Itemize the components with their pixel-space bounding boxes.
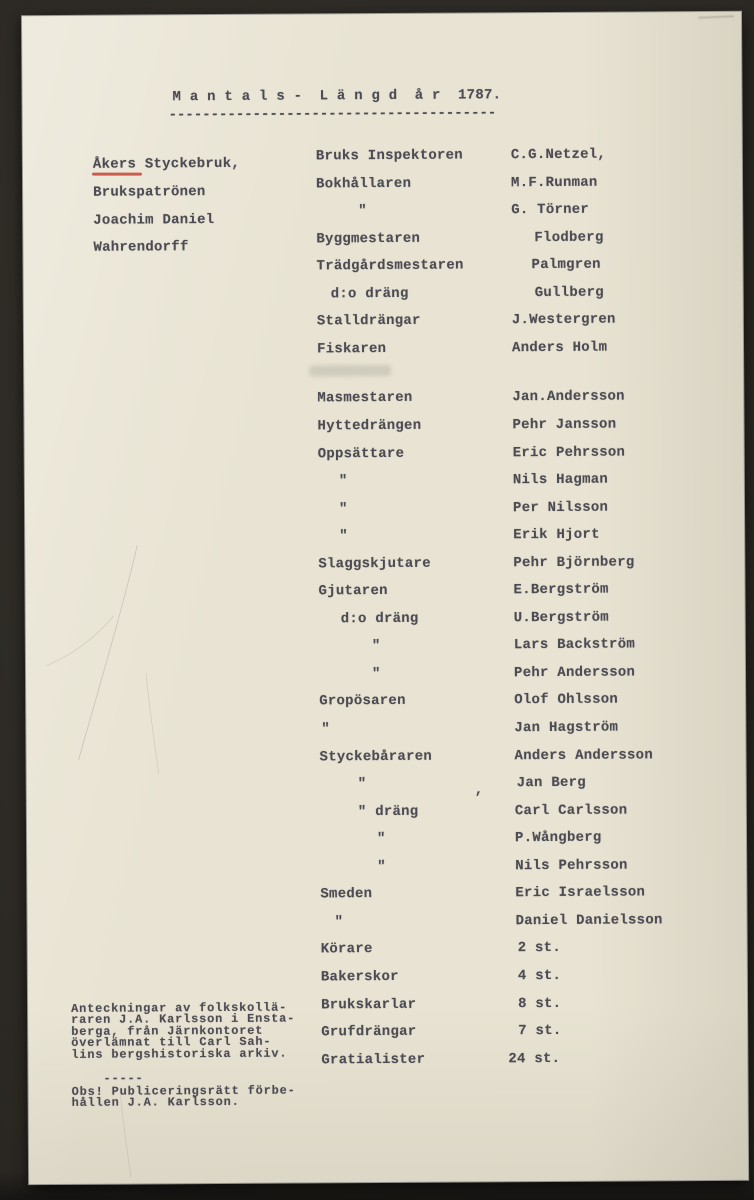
occupation-cell: Byggmestaren [316, 230, 421, 248]
person-cell: Lars Backström [513, 636, 636, 654]
occupation-cell: Fiskaren [316, 340, 387, 358]
pencil-mark [698, 15, 734, 18]
roster-row [25, 443, 744, 469]
occupation-cell: Grufdrängar [321, 1023, 417, 1041]
roster-row [24, 311, 743, 337]
document-page [22, 12, 748, 1184]
occupation-cell: Smeden [320, 886, 373, 903]
roster-row [27, 884, 746, 910]
roster-row [23, 173, 742, 199]
person-cell: Erik Hjort [513, 526, 600, 544]
title-underline: --------------------------------------- [168, 105, 497, 124]
roster-row [27, 801, 746, 827]
occupation-cell: Bakerskor [320, 968, 399, 986]
occupation-cell: Trädgårdsmestaren [316, 257, 464, 275]
roster-row [27, 829, 746, 855]
person-cell: Daniel Danielsson [515, 912, 663, 930]
person-cell: P.Wångberg [514, 829, 602, 847]
footnote-copyright: Obs! Publiceringsrätt förbe- hållen J.A. Karlsson. [71, 1083, 296, 1111]
person-cell: Nils Hagman [512, 471, 609, 489]
person-cell: Eric Pehrsson [512, 444, 626, 461]
stray-comma-mark: , [474, 782, 484, 799]
roster-row [25, 581, 744, 607]
roster-row [25, 526, 744, 552]
person-cell: Olof Ohlsson [514, 692, 619, 709]
roster-row [28, 912, 747, 938]
footnote-provenance: Anteckningar av folkskollä- raren J.A. Karlsson i Ensta- berga, från Järnkontoret överlämnat till Carl Sah- lins bergshistoriska arkiv. [71, 1000, 296, 1062]
occupation-cell: " [357, 776, 367, 793]
roster-row [26, 636, 745, 662]
roster-row [23, 256, 742, 282]
person-cell: Per Nilsson [512, 499, 609, 516]
occupation-cell: Bokhållaren [315, 175, 412, 192]
person-cell: E.Bergström [513, 581, 609, 599]
occupation-cell: Gjutaren [318, 583, 388, 600]
roster-row [28, 939, 747, 965]
occupation-cell: " dräng [357, 803, 419, 820]
occupation-cell: Gratialister [321, 1051, 426, 1068]
occupation-cell: " [338, 500, 348, 517]
occupation-cell: Brukskarlar [321, 996, 417, 1013]
roster-row [26, 746, 745, 772]
person-cell: U.Bergström [513, 609, 609, 627]
roster-row [26, 719, 745, 745]
erased-text-smudge [309, 365, 391, 377]
roster-row [24, 339, 743, 365]
person-cell: Flodberg [534, 229, 604, 246]
roster-row [24, 284, 743, 310]
occupation-cell: " [334, 914, 344, 931]
roster-row [26, 664, 745, 690]
person-cell: Eric Israelsson [515, 884, 646, 902]
roster-row [27, 857, 746, 883]
person-cell: M.F.Runman [510, 174, 598, 191]
person-cell: 8 st. [517, 995, 562, 1012]
occupation-cell: " [339, 528, 348, 545]
occupation-cell: Masmestaren [317, 390, 413, 407]
person-cell: Jan Berg [516, 774, 586, 792]
roster-row [25, 471, 744, 497]
occupation-cell: Hyttedrängen [317, 417, 422, 435]
occupation-cell: d:o dräng [340, 610, 419, 628]
person-cell: Anders Andersson [514, 746, 654, 764]
occupation-cell: d:o dräng [330, 285, 409, 303]
roster-row [23, 201, 742, 227]
occupation-cell: Stalldrängar [316, 313, 421, 330]
person-cell: Nils Pehrsson [515, 857, 628, 874]
person-cell: 2 st. [517, 940, 562, 957]
person-cell: Palmgren [531, 256, 601, 274]
person-cell: 4 st. [517, 967, 562, 985]
occupation-cell: " [371, 638, 381, 655]
person-cell: Jan.Andersson [512, 388, 625, 406]
roster-row [23, 228, 742, 254]
person-cell: C.G.Netzel, [510, 146, 607, 164]
occupation-cell: Gropösaren [319, 693, 406, 710]
roster-row [25, 498, 744, 524]
occupation-cell: " [377, 858, 386, 875]
roster-row [26, 609, 745, 635]
roster-row [24, 416, 743, 442]
person-cell: Pehr Andersson [513, 664, 636, 682]
person-cell: G. Törner [511, 201, 590, 219]
occupation-cell: " [371, 665, 381, 682]
roster-row [27, 774, 746, 800]
person-cell: Pehr Jansson [512, 416, 617, 434]
page-title: M a n t a l s - L ä n g d å r 1787. [172, 87, 502, 106]
person-cell: J.Westergren [511, 311, 616, 329]
person-cell: Jan Hagström [514, 719, 619, 737]
occupation-cell: Bruks Inspektoren [315, 147, 463, 165]
person-cell: 7 st. [518, 1022, 562, 1040]
red-underline-mark [92, 173, 142, 176]
roster-row [23, 146, 742, 172]
occupation-cell: " [338, 473, 348, 490]
person-cell: Carl Carlsson [514, 802, 628, 819]
person-cell: Anders Holm [511, 339, 608, 357]
occupation-cell: Oppsättare [317, 445, 405, 462]
occupation-cell: " [358, 203, 367, 220]
person-cell: Gullberg [534, 284, 604, 301]
roster-row [26, 691, 745, 717]
roster-row [28, 967, 747, 993]
person-cell: Pehr Björnberg [513, 554, 635, 571]
roster-row [24, 388, 743, 414]
occupation-cell: Slaggskjutare [318, 555, 431, 573]
owner-block: Åkers Styckebruk, Brukspatrönen Joachim Daniel Wahrendorff [92, 155, 241, 257]
occupation-cell: Körare [320, 941, 373, 958]
occupation-cell: " [321, 721, 331, 738]
person-cell: 24 st. [508, 1050, 561, 1067]
occupation-cell: " [376, 831, 386, 848]
footnote-divider: ----- [103, 1071, 144, 1086]
roster-row [25, 553, 744, 579]
occupation-cell: Styckebåraren [319, 748, 433, 765]
